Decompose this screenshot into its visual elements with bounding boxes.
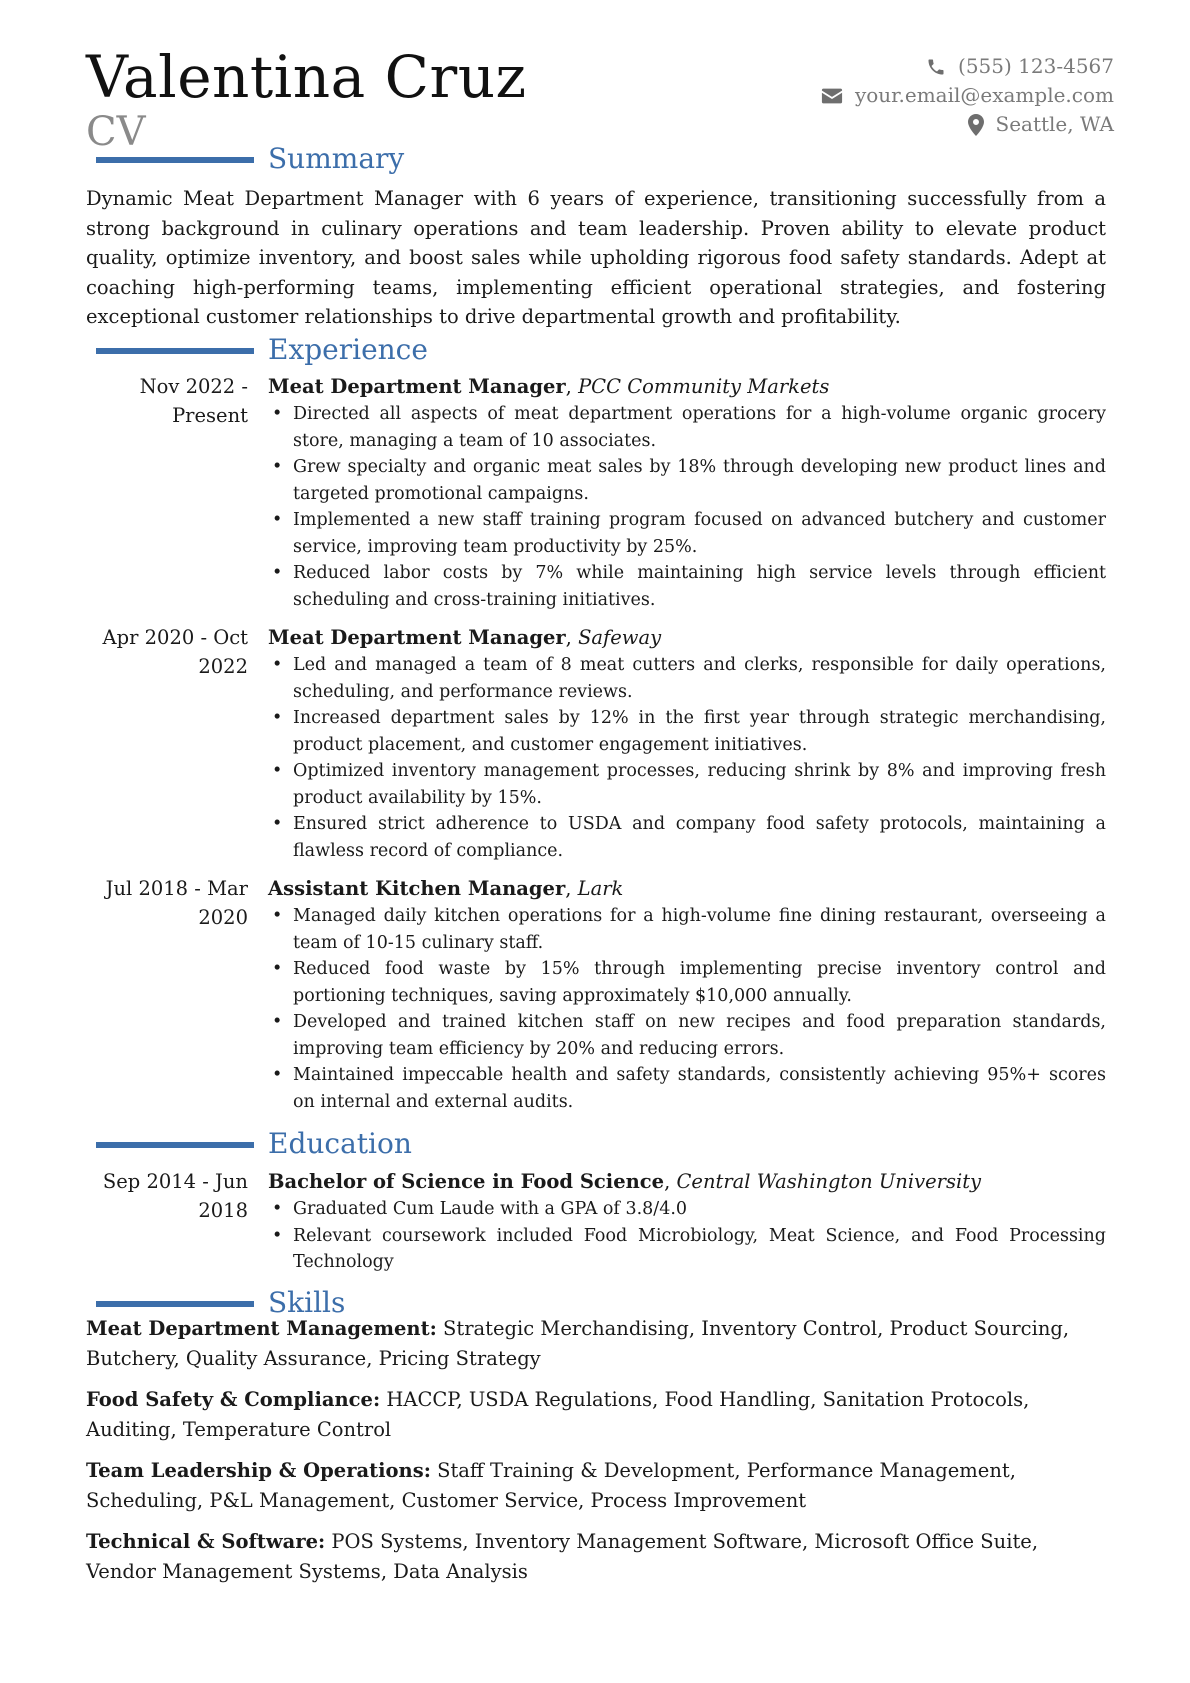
skill-values: POS Systems, Inventory Management Software, Microsoft Office Suite, Vendor Management Systems, Data Analysis (86, 1530, 1039, 1583)
employer: Lark (577, 877, 624, 900)
list-item: • Reduced labor costs by 7% while maintaining high service levels through efficient scheduling and cross-training initiatives. (268, 560, 1106, 613)
employer: Safeway (578, 626, 662, 649)
person-name: Valentina Cruz (86, 43, 527, 111)
section-accent-bar (96, 348, 254, 354)
list-item: • Optimized inventory management processes, reducing shrink by 8% and improving fresh product availability by 15%. (268, 758, 1106, 811)
entry-heading: Meat Department Manager, PCC Community Markets (268, 375, 830, 398)
skill-label: Technical & Software: (86, 1530, 326, 1553)
skill-group (86, 1314, 1106, 1373)
list-item: • Graduated Cum Laude with a GPA of 3.8/4.0 (268, 1196, 1106, 1223)
entry-dates: Apr 2020 - Oct 2022 (102, 626, 248, 678)
contact-email (821, 81, 1114, 110)
bullet-list (268, 652, 1106, 864)
job-title: Meat Department Manager (268, 626, 566, 649)
entry-body (268, 372, 1106, 613)
entry-heading: Assistant Kitchen Manager, Lark (268, 877, 624, 900)
list-item: • Directed all aspects of meat department operations for a high-volume organic grocery store, managing a team of 10 associates. (268, 401, 1106, 454)
contact-block (821, 52, 1114, 139)
entry-body (268, 623, 1106, 864)
skill-label: Meat Department Management: (86, 1317, 437, 1340)
section-accent-bar (96, 157, 254, 163)
entry-dates: Sep 2014 - Jun 2018 (102, 1170, 248, 1222)
document-subtitle: CV (86, 109, 146, 155)
list-item: • Grew specialty and organic meat sales by 18% through developing new product lines and targeted promotional campaigns. (268, 454, 1106, 507)
degree-title: Bachelor of Science in Food Science (268, 1170, 665, 1193)
section-header-experience (96, 330, 1106, 370)
skills-list (86, 1314, 1106, 1598)
entry-heading: Bachelor of Science in Food Science, Central Washington University (268, 1170, 982, 1193)
section-header-education (96, 1124, 1106, 1164)
section-title: Experience (268, 333, 428, 366)
contact-phone (821, 52, 1114, 81)
section-title: Skills (268, 1286, 346, 1319)
skill-values: HACCP, USDA Regulations, Food Handling, Sanitation Protocols, Auditing, Temperature Control (86, 1388, 1030, 1441)
skill-values: Strategic Merchandising, Inventory Control, Product Sourcing, Butchery, Quality Assurance, Pricing Strategy (86, 1317, 1070, 1370)
skill-group (86, 1456, 1106, 1515)
entry-dates: Nov 2022 - Present (139, 375, 248, 427)
list-item: • Ensured strict adherence to USDA and company food safety protocols, maintaining a flawless record of compliance. (268, 811, 1106, 864)
list-item: • Implemented a new staff training program focused on advanced butchery and customer service, improving team productivity by 25%. (268, 507, 1106, 560)
skill-label: Food Safety & Compliance: (86, 1388, 381, 1411)
list-item: • Maintained impeccable health and safety standards, consistently achieving 95%+ scores on internal and external audits. (268, 1062, 1106, 1115)
section-header-summary (96, 139, 1106, 179)
phone-text: (555) 123-4567 (958, 54, 1114, 78)
section-title: Summary (268, 142, 405, 175)
employer: PCC Community Markets (578, 375, 830, 398)
entry-body (268, 1167, 1106, 1276)
list-item: • Relevant coursework included Food Microbiology, Meat Science, and Food Processing Technology (268, 1223, 1106, 1276)
entry-heading: Meat Department Manager, Safeway (268, 626, 662, 649)
section-accent-bar (96, 1142, 254, 1148)
list-item: • Increased department sales by 12% in the first year through strategic merchandising, product placement, and customer engagement initiatives. (268, 705, 1106, 758)
bullet-list (268, 401, 1106, 613)
summary-text: Dynamic Meat Department Manager with 6 years of experience, transitioning successfully from a strong background in culinary operations and team leadership. Proven ability to elevate product quality, optimize inventory, and boost sales while upholding rigorous food safety standards. Adept at coaching high-performing teams, implementing efficient operational strategies, and fostering exceptional customer relationships to drive departmental growth and profitability. (86, 187, 1106, 328)
section-title: Education (268, 1127, 412, 1160)
skill-label: Team Leadership & Operations: (86, 1459, 431, 1482)
job-title: Assistant Kitchen Manager (268, 877, 566, 900)
skill-group (86, 1385, 1106, 1444)
bullet-list (268, 1196, 1106, 1276)
entry-dates: Jul 2018 - Mar 2020 (105, 877, 248, 929)
phone-icon (926, 57, 946, 77)
envelope-icon (821, 87, 843, 105)
list-item: • Developed and trained kitchen staff on new recipes and food preparation standards, improving team efficiency by 20% and reducing errors. (268, 1009, 1106, 1062)
list-item: • Led and managed a team of 8 meat cutters and clerks, responsible for daily operations, scheduling, and performance reviews. (268, 652, 1106, 705)
job-title: Meat Department Manager (268, 375, 566, 398)
map-marker-icon (968, 114, 984, 136)
location-text: Seattle, WA (995, 112, 1114, 136)
list-item: • Reduced food waste by 15% through implementing precise inventory control and portioning techniques, saving approximately $10,000 annually. (268, 956, 1106, 1009)
section-accent-bar (96, 1301, 254, 1307)
entry-body (268, 874, 1106, 1115)
skill-group (86, 1527, 1106, 1586)
institution: Central Washington University (676, 1170, 982, 1193)
contact-location (821, 110, 1114, 139)
bullet-list (268, 903, 1106, 1115)
skill-values: Staff Training & Development, Performance Management, Scheduling, P&L Management, Customer Service, Process Improvement (86, 1459, 1016, 1512)
email-link[interactable]: your.email@example.com (854, 83, 1114, 107)
list-item: • Managed daily kitchen operations for a high-volume fine dining restaurant, overseeing a team of 10-15 culinary staff. (268, 903, 1106, 956)
